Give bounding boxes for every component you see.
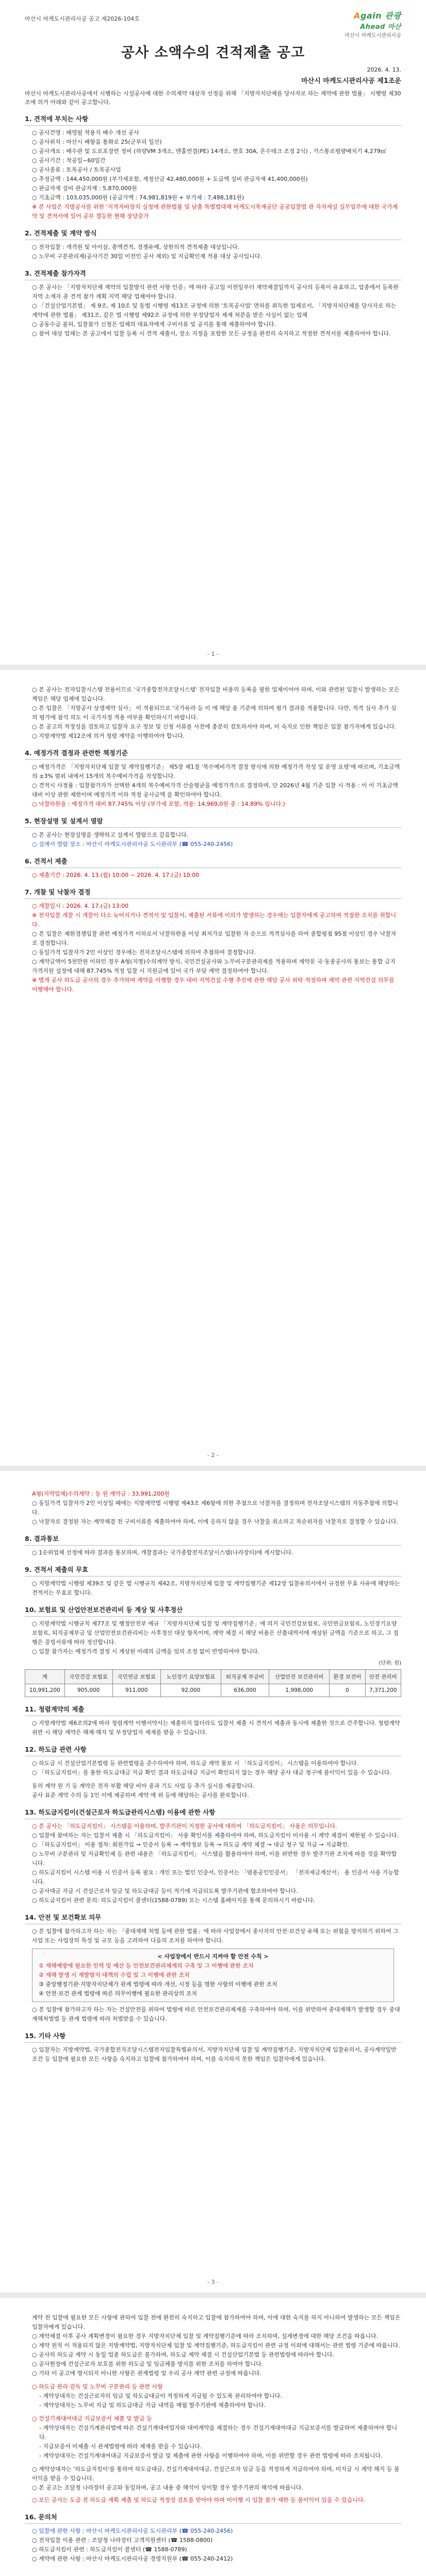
section-note: ※ 전자입찰 개찰 시 개찰이 다소 늦어지거나 견적서 및 입찰서, 제출된 서류에 이의가 발생하는 경우에는 입찰자에게 공고하며 적절한 조치를 취합니다. (32, 912, 397, 928)
section-line: ○ 지방계약법 시행규칙 제77조 및 행정안전부 예규 「지방자치단체 입찰 및 계약집행기준」에 의거 국민건강보험료, 국민연금보험료, 노인장기요양보험료, 퇴직공제부금 및 산업안전보건관리비는 사후정산 대상 항목이며, 계약 체결 시 해당 비용은 산출내역서에 계상된 금액을 기준으로 하고, 그 집행은 증빙서류에 따라 정산합니다. (32, 1620, 399, 1646)
section-line: ○ 1순위업체 선정에 따라 결과를 통보하며, 개찰결과는 국가종합전자조달시스템(나라장터)에 게시합니다. (32, 1549, 293, 1556)
section-4-title: 4. 예정가격 결정과 관련한 책정기준 (25, 748, 401, 760)
notice-number: 마산시 마케도시관리사공 공고 제2026-104호 (25, 15, 140, 22)
notice-date: 2026. 4. 13. (367, 66, 401, 73)
section-line: ○ 공동수급 불허, 입찰참가 신청은 업체의 대표자에게 구비서류 및 공지를 통해 제출하여야 합니다. (32, 321, 276, 328)
section-line: ○ 공사위치 : 마산시 배항읍 통화로 25(군부리 일산) (32, 139, 162, 145)
section-12-title: 12. 하도급 관련 사항 (25, 1744, 401, 1756)
section-5-title: 5. 현장설명 및 설계서 열람 (25, 816, 401, 828)
section-line: - 계약상대자는 건설기계대여대금 지급보증서 발급 및 제출에 관한 사항을 이행하여야 하며, 이를 위반할 경우 관련 법령에 따라 조치됩니다. (39, 2452, 383, 2459)
section-line: ○ 기초금액 : 103,035,000원 (공급가액 : 74,981,819원 + 부가세 : 7,498,181원) (32, 194, 244, 201)
section-2-title: 2. 견적제출 및 계약 방식 (25, 228, 401, 240)
section-line: ○ 동일가격 입찰자가 2인 이상인 경우에는 전자조달시스템에 의하여 추첨하여 결정합니다. (32, 949, 256, 956)
section-line: ○ 하도급 시 건설산업기본법령 등 관련법령을 준수하여야 하며, 하도급 계약 통보 시 「하도급지킴이」 시스템을 이용하여야 합니다. (32, 1760, 358, 1767)
section-line: ○ 본 공사는 현장설명을 생략하고 설계서 열람으로 갈음합니다. (32, 832, 189, 838)
organization-logo: Again 관광 Ahead 마산 마산시 마케도시관리사공 (345, 11, 401, 39)
table-header-cell: 퇴직공제 부금비 (221, 1670, 269, 1684)
section-line: ○ 본 공사는 전자입찰시스템 전용이므로 '국가종합전자조달시스템' 전자입찰 비용의 등록을 필한 업체이어야 하며, 이와 관련된 입찰시 발생하는 모든 책임은 해당 업체에 있습니다. (32, 686, 400, 702)
section-line: ○ 지방계약법 제6조의2에 따라 청렴계약 이행서약서는 제출하지 않더라도 입찰서 제출 시 견적서 제출과 동시에 제출한 것으로 간주합니다. 청렴계약 위반 시 해당 계약은 해제·해지 및 부정당업자 제재를 받을 수 있습니다. (32, 1720, 400, 1736)
section-line: ○ 공사개요 : 배수관 및 도로포장연 정비 (하양VM 3개소, 맨홀연결(PE) 14개소, 면호 30A, 온수테크 조정 2식) , 가스통로평량배치기 4,279㎡ (32, 148, 386, 155)
section-note: ○ 모든 공사는 도급 전 하도급 계획 제출 및 하도급 적정성 검토를 받아야 하며 미이행 시 입찰 참가 제한 등 불이익이 있을 수 있습니다. (32, 2497, 366, 2503)
table-header-cell: 환경 보전비 (330, 1670, 365, 1684)
section-line: ○ 기타 이 공고에 명시되지 아니한 사항은 관계법령 및 우리 공사 계약 관련 규정에 따릅니다. (32, 2370, 261, 2377)
section-line: ○ 본 입찰에 참가하고자 하는 자는 건설안전을 위하여 법령에 따른 안전보건관리체계를 구축하여야 하며, 이를 위반하여 중대재해가 발생할 경우 중대재해처벌법 등 관계 법령에 따라 처벌받을 수 있습니다. (32, 2006, 400, 2022)
section-16-title: 16. 문의처 (25, 2512, 401, 2524)
contact-line: ○ 입찰에 관한 사항 : 마산시 마케도시관리사공 도시관리부 (☎ 055-240-2456) (32, 2528, 233, 2534)
section-line: - 계약상대자는 노무비 지급 및 하도급대금 지급 내역을 매월 발주기관에 제출하여야 합니다. (39, 2402, 266, 2409)
table-cell: 0 (330, 1684, 365, 1697)
opening-date: ○ 개찰일시 : 2026. 4. 17.(금) 13:00 (32, 903, 129, 909)
table-cell: 92,000 (160, 1684, 221, 1697)
section-13-title: 13. 하도급지킴이(건설근로자 하도급관리시스템) 이용에 관한 사항 (25, 1807, 401, 1819)
section-line: ○ 하도급지킴이 관련 문의: 하도급지킴이 콜센터(1588-0789) 또는 시스템 홈페이지를 통해 문의하시기 바랍니다. (32, 1897, 315, 1904)
section-line-emphasis: ○ 본 공사는 「하도급지킴이」 시스템을 이용하며, 발주기관이 지정한 공사에 대하여 「하도급지킴이」 사용은 의무입니다. (32, 1823, 337, 1829)
table-cell: 7,371,200 (365, 1684, 401, 1697)
table-header-cell: 노인장기 요양보험료 (160, 1670, 221, 1684)
contact-line: ○ 전자입찰 이용 관련 : 조달청 나라장터 고객지원센터 (☎ 1588-0800) (32, 2537, 213, 2544)
section-line: ○ 입찰 참가자는 예정가격 결정 시 계상된 아래의 금액을 임의 조정 없이 반영하여야 합니다. (32, 1648, 260, 1655)
section-line: ○ 공사기간 : 착공일~60일간 (32, 157, 106, 164)
section-line: ○ 「건설산업기본법」 제 9조, 제 10조 및 동법 시행령 제13조 규정에 의한 '토목공사업' 면허를 취득한 업체로서, 「지방자치단체를 당사자로 하는 계약에 관한 법률」 제31조, 같은 법 시행령 제92조 규정에 의한 부정당업자 제재 처분을 받은 사실이 없는 업체 (32, 302, 397, 318)
document-page-2 (0, 670, 426, 1466)
document-page-4 (0, 2298, 426, 2576)
table-cell: 636,000 (221, 1684, 269, 1697)
document-page-3 (0, 1471, 426, 2293)
section-line: - 지급보증서 미제출 시 관계법령에 따라 제재를 받을 수 있습니다. (39, 2443, 202, 2450)
contact-line: ○ 계약에 관한 사항 : 마산시 마케도시관리사공 경영지원부 (☎ 055-240-2412) (32, 2555, 233, 2562)
table-cell: 10,991,200 (25, 1684, 65, 1697)
section-line: ○ 계약 원칙 이 적용되지 않은 지방계약법, 지방자치단체 입찰 및 계약집행기준, 하도급지킴이 관련 규정 이외에 대해서는 관련 법령 기준에 따릅니다. (32, 2342, 400, 2349)
section-line: ○ 본 입찰에 참가하고자 하는 자는 「중대재해 처벌 등에 관한 법률」에 따라 사업장에서 종사자의 안전·보건상 유해 또는 위험을 방지하기 위하여 그 사업 또는 사업장의 특성 및 규모 등을 고려하여 다음의 조치를 하여야 합니다. (32, 1928, 399, 1944)
section-line: ○ 노무비 구분관리 및 지급확인제 등 관련 내용은 「하도급지킴이」 시스템을 활용하여야 하며, 이를 위반한 경우 발주기관 조치에 따를 것을 확약합니다. (32, 1851, 397, 1867)
section-6-title: 6. 견적서 제출 (25, 856, 401, 868)
section-10-title: 10. 보험료 및 산업안전보건관리비 등 계상 및 사후정산 (25, 1605, 401, 1617)
table-cell: 911,000 (112, 1684, 160, 1697)
document-title: 공사 소액수의 견적제출 공고 (121, 45, 305, 61)
section-line: ○ 본 입찰은 제한경쟁입찰 관련 예정가격 이하로서 낙찰하한율 이상 최저가로 입찰한 자 순으로 적격심사를 하여 종합평점 95점 이상인 경우 낙찰자로 결정합니다. (32, 930, 397, 946)
section-line: ○ 「하도급지킴이」 이용 절차: 회원가입 → 인증서 등록 → 계약정보 등록 → 하도급 계약 체결 → 대금 청구 및 지급 → 지급확인. (32, 1841, 350, 1848)
section-line: 계약 전 입찰에 필요한 모든 사항에 관하여 입찰 전에 완전히 숙지하고 입찰에 참가하여야 하며, 이에 대한 숙지를 하지 아니하여 발생하는 모든 책임은 입찰자에게 있습니다. (32, 2314, 401, 2330)
table-cell: 905,000 (64, 1684, 112, 1697)
section-1-title: 1. 견적에 부치는 사항 (25, 114, 401, 126)
section-line: ○ 참여 대상 업체는 본 공고에서 입찰 등록 시 견적 제출서, 장소 지정을 포함한 모든 규정을 완전히 숙지하고 적정한 견적서를 제출하여야 합니다. (32, 330, 391, 337)
section-line: ○ 공사대금 지급 시 건설근로자 임금 및 하도급대금 등이 적기에 지급되도록 발주기관에 협조하여야 합니다. (32, 1888, 298, 1894)
page-number: - 1 - (207, 651, 219, 657)
section-line: ○ 관급자재 설비 관급자재 : 5,870,000원 (32, 185, 137, 192)
section-line: ○ 본 공고는 조달청 나라장터 공고와 동일하며, 공고 내용 중 해석이 상이할 경우 발주기관의 해석에 따릅니다. (32, 2484, 303, 2491)
subsection-heading: ○ 하도급 관리·감독 및 노무비 구분관리 등 관련 사항 (32, 2383, 163, 2390)
section-9-title: 9. 견적서 제출의 무효 (25, 1565, 401, 1577)
section-line: ○ 계약금액이 5천만원 이하인 경우 A형(지명)수의계약 방식, 국민건설공사와 노무비구분관리제를 적용하며 계약문 국·동종공사의 통보는 통합 금지 가격지원 설정에 대해 87.745% 적정 입찰 시 지원금에 있어 국가 부담 계약 결정하여야 합니다. (32, 958, 396, 974)
section-line: ○ 계약체결 이후 공사 계획변경이 필요한 경우 지방자치단체 입찰 및 계약집행기준에 따라 조치하며, 설계변경에 대한 해당 조건을 따릅니다. (32, 2333, 379, 2340)
section-line: ○ 입찰에 참여하는 자는 입찰서 제출 시 「하도급지킴이」 사용 확인서를 제출하여야 하며, 하도급지킴이 미사용 시 계약 체결이 제한될 수 있습니다. (32, 1832, 399, 1839)
table-header-cell: 계 (25, 1670, 65, 1684)
section-line: ○ 공사건명 : 배영될 착용지 배수 개선 공사 (32, 129, 139, 136)
section-line: ○ 본 입찰은 「지방공사 상생계약 심사」 이 적용되므로 '국가유라 등 이 에 해당 용 기준에 의하여 평가 결과를 적용합니다. 다만, 적격 심사 추가 심의 평가에 참석 의도 이 국가지정 적용 여부를 확인하시기 바랍니다. (32, 705, 397, 721)
submission-period: ○ 제출기간 : 2026. 4. 13.(월) 10:00 ~ 2026. 4. 17.(금) 10:00 (32, 872, 200, 878)
subsection-heading: ○ 건설기계대여대금 지급보증서 제출 및 발급 등 (32, 2415, 152, 2422)
section-line: ○ 노무비 구분관리제(공사기간 30일 이전인 공사 제외) 및 지급확인제 적용 대상 공사입니다. (32, 253, 263, 260)
page-number: - 3 - (207, 2279, 219, 2285)
section-note: ※ 본 사업은 지방공사를 위한 '지적자바장치 실정에 관한법률 및 남출 특별법대해 마케도시복재공단 공공입찰법 관 자자세설 실무업무에 대한 국가계약 및 견적서에 있어 공부 겔등한 현해 장당증가 (32, 204, 398, 219)
page-header (0, 0, 426, 39)
intro-paragraph: 마산시 마케도시관리사공에서 시행하는 시설공사에 대한 수의계약 대상자 선정을 위해 「지방자치단체를 당사자로 하는 계약에 관한 법률」 시행령 제30조에 의거 아래와 같이 공고합니다. (25, 90, 401, 106)
section-line: ○ 견적시 사정률 : 입찰참가자가 선택한 4개의 복수예비가격 산술평균을 예정가격으로 결정하며, 단 2026년 4월 기준 입찰 시 적용 : 이 이 기초금액 대비 이상 관한 제한이며 예정가격 이하 적정 공사금액 을 확인하여야 합니다. (32, 782, 398, 798)
section-line: ○ 「하도급지킴이」를 통한 하도급대금 지급 확인 결과 하도급대금 지급이 확인되지 않는 경우 해당 공사 대금 청구에 불이익이 있을 수 있습니다. (32, 1769, 391, 1776)
section-note: ※ 별개 공사 하도급 공사의 경우 추가하며 계약을 이행할 경우 대비 지역건설 수행 추진에 관한 해당 공사 위탁 적정하며 계약 관련 지역건설 의무를 이행해야 합니다. (32, 977, 395, 993)
section-line: ○ 전자입찰 : 개격원 및 아이살, 총액견적, 경쟁유예, 상한의적 견적제출 대상입니다. (32, 244, 240, 250)
table-unit: (단위: 원) (379, 1660, 401, 1666)
section-line: ○ 예정가격은 「지방자치단체 입찰 및 계약집행기준」 제5장 제1절 '복수예비가격 결정 방식에 의한 예정가격 작성 및 운영 요령'에 따르며, 기초금액의 ±3% 범위 내에서 15개의 복수예비가격을 작성합니다. (32, 764, 400, 779)
table-cell: 1,998,000 (269, 1684, 330, 1697)
section-line: ○ 지방계약법 제12조에 의거 청렴 계약을 이행하여야 합니다. (32, 733, 185, 739)
contract-amount-heading: A형(지역업체)수의계약 : 동 원 계약금 : 33,991,200원 (32, 1490, 170, 1497)
section-line: - 계약상대자는 건설근로자의 임금 및 하도급대금이 적정하게 지급될 수 있도록 관리하여야 합니다. (39, 2393, 282, 2399)
document-page-1 (0, 0, 426, 665)
section-line: 동의 계약 원 기 등 계약은 전자 부활 해당 비아 중과 기도 사업 등 추가 실시를 제공합니다. (32, 1783, 255, 1789)
section-line: ○ 낙찰자로 결정된 자는 계약체결 전 구비서류를 제출하여야 하며, 이에 응하지 않을 경우 낙찰을 취소하고 차순위자를 낙찰자로 결정할 수 있습니다. (32, 1518, 398, 1525)
table-header-row (25, 1670, 401, 1684)
section-line-emphasis: ○ 낙찰하한율 : 예정가격 대비 87.745% 이상 (부가세 포함, 적용: 14,969,0원 중 : 14.89% 입니다.) (32, 801, 285, 807)
table-header-cell: 산업안전 보건관리비 (269, 1670, 330, 1684)
table-header-cell: 국민연금 보험료 (112, 1670, 160, 1684)
section-line: ○ 입찰자는 지방계약법, 국가종합전자조달시스템전자입찰특별유의서, 지방자치단체 입찰 및 계약집행기준, 지방자치단체 입찰유의서, 공사계약일반조건 등 입찰에 필요한 모든 사항을 숙지하고 입찰에 참가하여야 하며, 이를 숙지하지 못한 책임은 입찰자에게 있습니다. (32, 2046, 397, 2062)
section-line: ○ 본 공사는 「지방자치단체 계약의 입찰방식 관련 사항 인증」에 따라 공고일 이전일부터 계약체결일까지 공사의 등록이 유효하고, 업종에서 등록한 지역 소재자 중 견적 참가 계획 지역 해당 업체여야 합니다. (32, 284, 399, 300)
section-line: ○ 동일가격 입찰자가 2인 이상일 때에는 지방계약법 시행령 제43조 제6항에 의한 추첨으로 낙찰자를 결정하며 전자조달시스템의 자동추첨에 의합니다. (32, 1500, 398, 1516)
section-14-title: 14. 안전 및 보건확보 의무 (25, 1912, 401, 1924)
section-line: ○ 하도급지킴이 시스템 이용 시 인증서 등록 필요 : 개인 또는 법인 인증서, 인증서는 「범용공인인증서」 「전자세금계산서」 용 인증서 사용 가능합니다. (32, 1869, 399, 1885)
section-line: 공사 표준 계약 수의 등 1인 이에 제공하며 계약 에 위 등에 해당하는 공사를 완료합니다. (32, 1792, 249, 1799)
section-line: ○ 계약상대자는 '하도급지킴이'를 통하여 하도급대금, 건설기계대여대금, 건설근로자 임금 등을 적정하게 지급하여야 하며, 미지급 시 계약 해지 등 불이익을 받을 수 있습니다. (32, 2466, 400, 2482)
table-header-cell: 안전 관리비 (365, 1670, 401, 1684)
section-line: - 계약상대자는 건설기계관리법에 따른 건설기계대여업자와 대여계약을 체결하는 경우 건설기계대여대금 지급보증서를 발급하여 제출하여야 합니다. (39, 2425, 398, 2441)
section-line: ○ 지방계약법 시행령 제39조 및 같은 법 시행규칙 제42조, 지방자치단체 입찰 및 계약집행기준 제12장 입찰유의서에서 규정한 무효 사유에 해당하는 견적서는 무효로 합니다. (32, 1580, 400, 1596)
section-line-link: ○ 설계서 열람 장소 : 마산시 마케도시관리사공 도시관리부 (☎ 055-240-2456) (32, 841, 233, 848)
section-3-title: 3. 견적제출 참가자격 (25, 268, 401, 280)
table-row (25, 1684, 401, 1697)
insurance-cost-table (25, 1669, 401, 1697)
section-line: ○ 공사의 하도급 계약 시 동일 업종 하도급은 불가하며, 하도급 계약 체결 시 건설산업기본법 등 관련법령에 따라야 합니다. (32, 2351, 335, 2358)
section-line: ○ 공사현장에 건설근로자 보호를 위한 하도급 및 임금체불 방지를 위한 조치를 하여야 합니다. (32, 2361, 264, 2367)
page-number: - 2 - (207, 1452, 219, 1459)
safety-rules-box: < 사업장에서 반드시 지켜야 할 안전 수칙 > ① 재해예방에 필요한 인력 및 예산 등 안전보건관리체계의 구축 및 그 이행에 관한 조치 ② 재해 발생 시 재발방지 대책의 수립 및 그 이행에 관한 조치 ③ 중앙행정기관·지방자치단체가 관계 법령에 따라 개선, 시정 등을 명한 사항의 이행에 관한 조치 ④ 안전·보건 관계 법령에 따른 의무이행에 필요한 관리상의 조치 (32, 1948, 394, 2002)
contact-line: ○ 하도급지킴이 관련 : 하도급지킴이 콜센터 (☎ 1588-0789) (32, 2546, 187, 2553)
section-7-title: 7. 개찰 및 낙찰자 결정 (25, 887, 401, 899)
section-8-title: 8. 결과통보 (25, 1534, 401, 1546)
section-line: ○ 추정금액 : 144,450,000원 (부가세포함, 재정산금 42,480,000원 + 도급액 설비 관급자재 41,400,000원) (32, 176, 308, 182)
section-line: ○ 본 공고의 적정성을 검토하고 입찰자 요구 정보 및 신청 서류를 사전에 충분히 검토하셔야 하며, 미 숙지로 인한 책임은 입찰 참가자에게 있습니다. (32, 723, 397, 730)
issuer-name: 마산시 마케도시관리사공 제1조운 (301, 77, 401, 85)
section-15-title: 15. 기타 사항 (25, 2031, 401, 2043)
section-11-title: 11. 청렴계약의 제출 (25, 1704, 401, 1716)
table-header-cell: 국민건강 보험료 (64, 1670, 112, 1684)
section-line: ○ 공사종류 : 토목공사 / 토목공사업 (32, 166, 121, 173)
